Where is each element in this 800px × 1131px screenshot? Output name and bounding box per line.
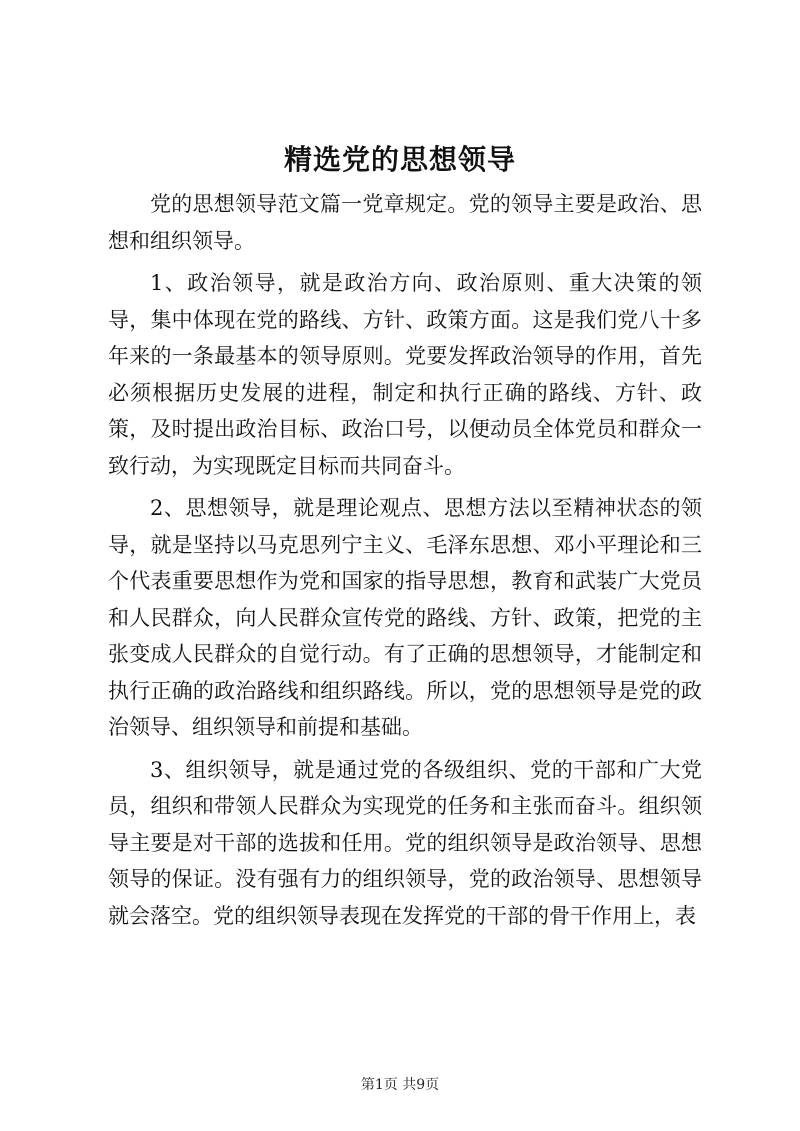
document-body — [108, 186, 702, 940]
paragraph-intro: 党的思想领导范文篇一党章规定。党的领导主要是政治、思想和组织领导。 — [108, 192, 702, 253]
document-title: 精选党的思想领导 — [283, 143, 516, 176]
paragraph-political-leadership: 1、政治领导，就是政治方向、政治原则、重大决策的领导，集中体现在党的路线、方针、政策方面。这是我们党八十多年来的一条最基本的领导原则。党要发挥政治领导的作用，首先必须根据历史发展的进程，制定和执行正确的路线、方针、政策，及时提出政治目标、政治口号，以便动员全体党员和群众一致行动，为实现既定目标而共同奋斗。 — [108, 271, 702, 478]
page-number-footer: 第1页 共9页 — [360, 1077, 440, 1093]
paragraph-ideological-leadership: 2、思想领导，就是理论观点、思想方法以至精神状态的领导，就是坚持以马克思列宁主义、毛泽东思想、邓小平理论和三个代表重要思想作为党和国家的指导思想，教育和武装广大党员和人民群众，向人民群众宣传党的路线、方针、政策，把党的主张变成人民群众的自觉行动。有了正确的思想领导，才能制定和执行正确的政治路线和组织路线。所以，党的思想领导是党的政治领导、组织领导和前提和基础。 — [108, 496, 702, 739]
paragraph-organizational-leadership: 3、组织领导，就是通过党的各级组织、党的干部和广大党员，组织和带领人民群众为实现党的任务和主张而奋斗。组织领导主要是对干部的选拔和任用。党的组织领导是政治领导、思想领导的保证。没有强有力的组织领导，党的政治领导、思想领导就会落空。党的组织领导表现在发挥党的干部的骨干作用上，表 — [108, 757, 702, 928]
